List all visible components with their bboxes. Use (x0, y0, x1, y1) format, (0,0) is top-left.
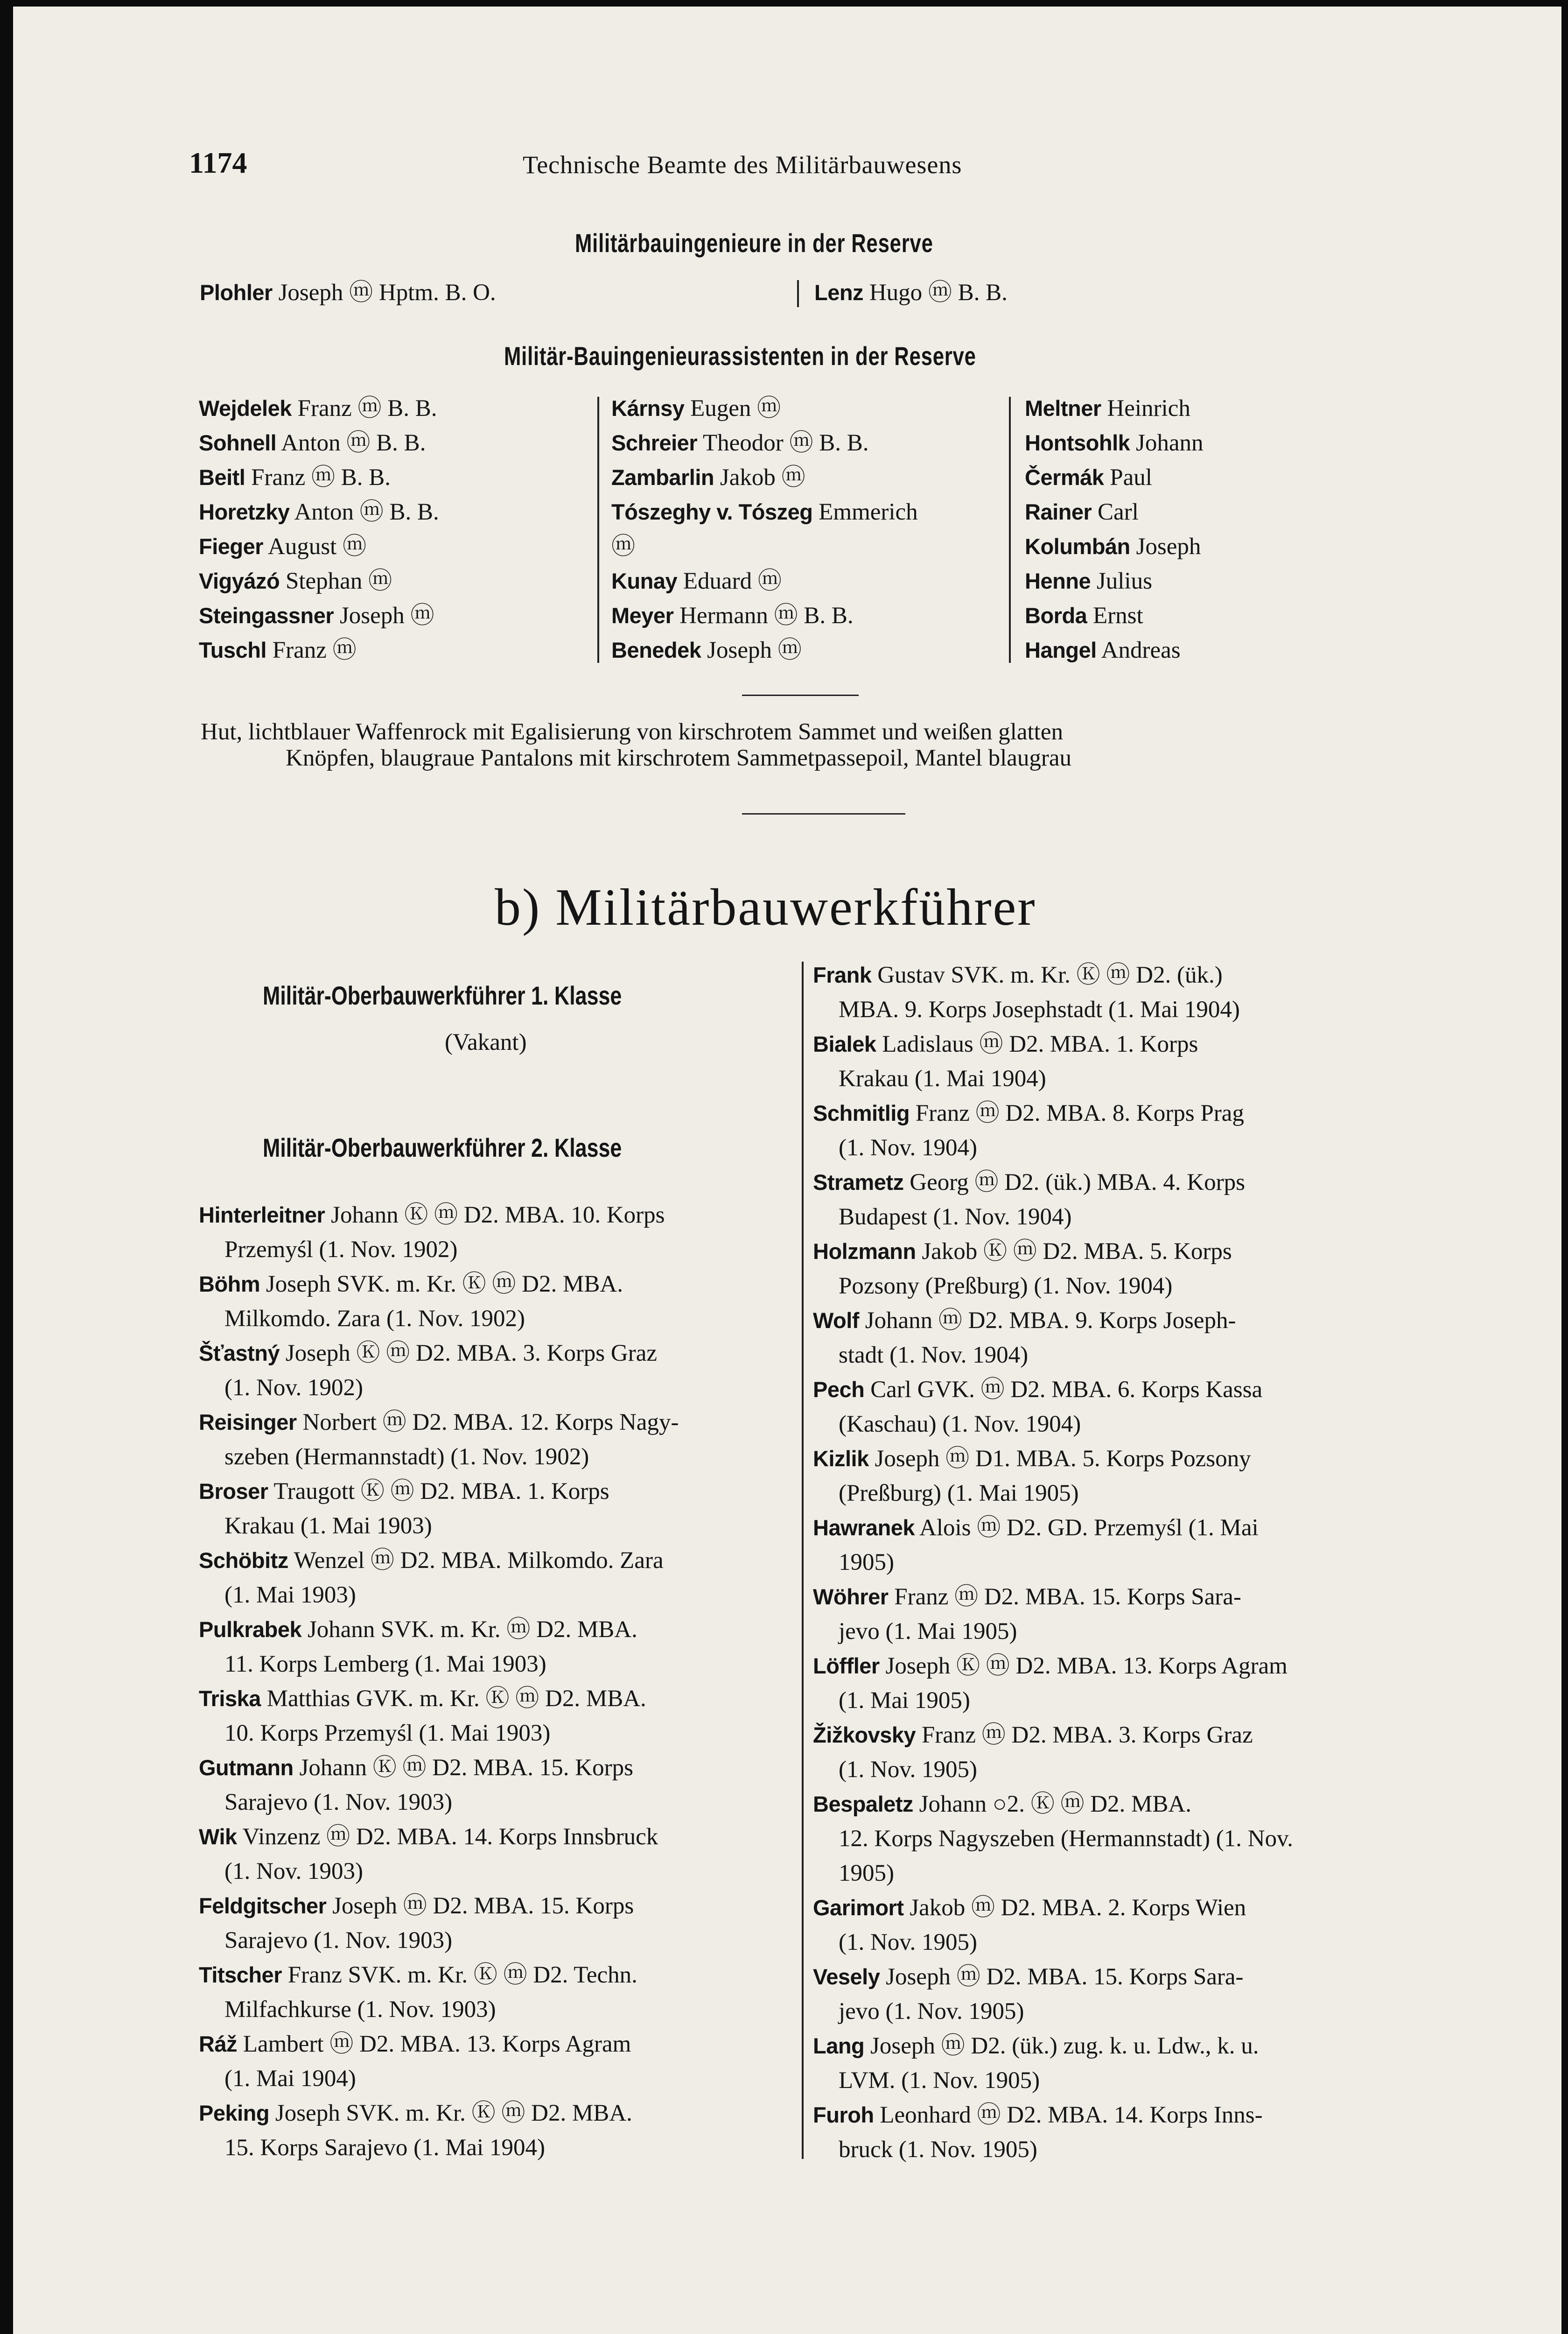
entry-surname: Bespaletz (813, 1792, 913, 1816)
entry-text: Joseph ⓜ D1. MBA. 5. Korps Pozsony (868, 1446, 1251, 1472)
entry-surname: Pech (813, 1377, 865, 1402)
list-item (199, 1820, 791, 1889)
entry-text: Joseph Ⓚ ⓜ D2. MBA. 13. Korps Agram (879, 1653, 1288, 1679)
entry-text: Gustav SVK. m. Kr. Ⓚ ⓜ D2. (ük.) (871, 962, 1223, 988)
list-item (199, 1474, 791, 1543)
divider-rule (742, 813, 905, 815)
entry-text: Johann (1130, 430, 1204, 456)
entry-text: Jakob ⓜ D2. MBA. 2. Korps Wien (903, 1895, 1246, 1921)
entry-text: Anton ⓜ B. B. (276, 430, 426, 456)
entry-surname: Plohler (200, 280, 273, 305)
entry-continuation: bruck (1. Nov. 1905) (839, 2137, 1037, 2163)
page-number: 1174 (189, 146, 247, 179)
list-item (199, 529, 439, 564)
list-item (611, 633, 918, 668)
entry-text: Julius (1091, 568, 1152, 594)
assistants-column-2 (611, 391, 918, 668)
entry-surname: Čermák (1025, 465, 1104, 490)
column-divider (1009, 397, 1011, 663)
list-item (199, 1543, 791, 1612)
list-item (611, 564, 918, 598)
entry-surname: Sohnell (199, 430, 277, 455)
entry-text: Franz ⓜ (266, 637, 357, 663)
entry-text: Franz ⓜ D2. MBA. 3. Korps Graz (916, 1722, 1253, 1748)
entry-text: Alois ⓜ D2. GD. Przemyśl (1. Mai (915, 1515, 1259, 1541)
class-1-vacant: (Vakant) (445, 1029, 527, 1055)
entry-continuation: Przemyśl (1. Nov. 1902) (224, 1237, 458, 1263)
list-item (199, 2096, 791, 2165)
class-2-right-column (813, 958, 1429, 2167)
entry-surname: Kolumbán (1025, 534, 1130, 559)
list-item (611, 598, 918, 633)
entry-surname: Tuschl (199, 638, 266, 662)
entry-surname: Šťastný (199, 1341, 280, 1365)
list-item (813, 1511, 1429, 1580)
list-item (199, 1612, 791, 1681)
entry-surname: Meltner (1025, 396, 1101, 421)
entry-text: Johann ○2. Ⓚ ⓜ D2. MBA. (913, 1791, 1191, 1817)
entry-text: Carl GVK. ⓜ D2. MBA. 6. Korps Kassa (864, 1377, 1263, 1403)
entry-text: Vinzenz ⓜ D2. MBA. 14. Korps Innsbruck (237, 1824, 658, 1850)
entry-continuation: 1905) (839, 1549, 894, 1575)
entry-text: Hugo ⓜ B. B. (863, 280, 1008, 306)
entry-continuation: Budapest (1. Nov. 1904) (839, 1204, 1072, 1230)
entry-continuation: Krakau (1. Mai 1904) (839, 1066, 1046, 1092)
entry-text: Matthias GVK. m. Kr. Ⓚ ⓜ D2. MBA. (260, 1686, 646, 1712)
entry-text: Jakob Ⓚ ⓜ D2. MBA. 5. Korps (916, 1238, 1232, 1265)
running-head: Technische Beamte des Militärbauwesens (523, 151, 962, 179)
list-item (199, 495, 439, 529)
entry-surname: Kizlik (813, 1446, 869, 1471)
entry-surname: Hangel (1025, 638, 1097, 662)
entry-text: Jakob ⓜ (714, 464, 805, 491)
entry-text: Hermann ⓜ B. B. (673, 603, 854, 629)
list-item (199, 598, 439, 633)
list-item (199, 1889, 791, 1958)
entry-surname: Hawranek (813, 1515, 915, 1540)
list-item (199, 460, 439, 495)
entry-surname: Triska (199, 1686, 261, 1711)
column-divider (802, 962, 804, 2159)
entry-text: Lambert ⓜ D2. MBA. 13. Korps Agram (237, 2031, 631, 2057)
entry-text: Ladislaus ⓜ D2. MBA. 1. Korps (876, 1031, 1198, 1057)
entry-text: August ⓜ (263, 534, 367, 560)
entry-surname: Kárnsy (611, 396, 685, 421)
entry-continuation: Pozsony (Preßburg) (1. Nov. 1904) (839, 1273, 1173, 1299)
entry-surname: Steingassner (199, 603, 334, 628)
entry-surname: Broser (199, 1479, 268, 1504)
entry-continuation: 1905) (839, 1860, 894, 1886)
list-item (1025, 529, 1204, 564)
entry-continuation: 11. Korps Lemberg (1. Mai 1903) (224, 1651, 546, 1677)
section-heading-reserve-engineers: Militärbauingenieure in der Reserve (575, 228, 933, 258)
list-item (199, 1267, 791, 1336)
entry-surname: Wik (199, 1824, 237, 1849)
list-item (199, 1750, 791, 1820)
entry-text: Norbert ⓜ D2. MBA. 12. Korps Nagy- (296, 1409, 679, 1435)
entry-surname: Beitl (199, 465, 245, 490)
entry-surname: Holzmann (813, 1239, 916, 1264)
list-item (813, 1303, 1429, 1372)
section-heading-reserve-assistants: Militär-Bauingenieurassistenten in der Reserve (504, 341, 976, 371)
entry-text: Franz ⓜ D2. MBA. 15. Korps Sara- (888, 1584, 1241, 1610)
entry-text: Joseph ⓜ D2. (ük.) zug. k. u. Ldw., k. u. (864, 2033, 1259, 2059)
list-item (611, 426, 918, 460)
entry-continuation: (Preßburg) (1. Mai 1905) (839, 1480, 1079, 1506)
entry-surname: Strametz (813, 1170, 904, 1195)
entry-surname: Wöhrer (813, 1584, 889, 1609)
list-item (611, 391, 918, 426)
entry-surname: Benedek (611, 638, 701, 662)
entry-surname: Vigyázó (199, 569, 280, 593)
column-divider (797, 280, 799, 307)
entry-text: Johann ⓜ D2. MBA. 9. Korps Joseph- (859, 1308, 1236, 1334)
list-item (199, 1405, 791, 1474)
list-item (199, 1681, 791, 1750)
entry-continuation: MBA. 9. Korps Josephstadt (1. Mai 1904) (839, 997, 1240, 1023)
entry-text: Joseph ⓜ D2. MBA. 15. Korps Sara- (880, 1964, 1244, 1990)
list-item (199, 426, 439, 460)
list-item (813, 958, 1429, 1027)
entry-continuation: jevo (1. Nov. 1905) (839, 1998, 1024, 2025)
entry-surname: Schreier (611, 430, 698, 455)
entry-continuation: (Kaschau) (1. Nov. 1904) (839, 1411, 1081, 1437)
entry-surname: Rainer (1025, 499, 1092, 524)
entry-surname: Garimort (813, 1895, 904, 1920)
entry-continuation: LVM. (1. Nov. 1905) (839, 2067, 1040, 2094)
list-item (813, 1787, 1429, 1891)
entry-surname: Žižkovsky (813, 1722, 916, 1747)
entry-surname: Hinterleitner (199, 1202, 325, 1227)
list-item (813, 2029, 1429, 2098)
list-item (1025, 495, 1204, 529)
entry-continuation: Sarajevo (1. Nov. 1903) (224, 1927, 453, 1954)
entry-text: Heinrich (1101, 395, 1190, 422)
part-b-title: b) Militärbauwerkführer (495, 879, 1036, 936)
list-item (199, 633, 439, 668)
entry-text: Johann SVK. m. Kr. ⓜ D2. MBA. (301, 1617, 637, 1643)
entry-surname: Schöbitz (199, 1548, 288, 1573)
list-item (813, 1580, 1429, 1649)
divider-rule (742, 695, 859, 696)
entry-continuation: 10. Korps Przemyśl (1. Mai 1903) (224, 1720, 551, 1746)
entry-continuation: (1. Nov. 1905) (839, 1929, 977, 1955)
entry-text: Stephan ⓜ (280, 568, 392, 594)
entry-surname: Löffler (813, 1653, 880, 1678)
entry-continuation: jevo (1. Mai 1905) (839, 1618, 1017, 1645)
uniform-description-line-2: Knöpfen, blaugraue Pantalons mit kirschrotem Sammetpassepoil, Mantel blaugrau (286, 745, 1072, 771)
entry-surname: Furoh (813, 2102, 874, 2127)
entry-text: Joseph ⓜ (334, 603, 434, 629)
entry-text: Johann Ⓚ ⓜ D2. MBA. 10. Korps (325, 1202, 665, 1228)
entry-text: Joseph SVK. m. Kr. Ⓚ ⓜ D2. MBA. (269, 2100, 632, 2126)
entry-text: Anton ⓜ B. B. (289, 499, 439, 525)
entry-text: Traugott Ⓚ ⓜ D2. MBA. 1. Korps (268, 1478, 609, 1504)
entry-text: Georg ⓜ D2. (ük.) MBA. 4. Korps (903, 1169, 1245, 1195)
entry-continuation: 12. Korps Nagyszeben (Hermannstadt) (1. Nov. (839, 1826, 1293, 1852)
entry-continuation: Sarajevo (1. Nov. 1903) (224, 1789, 453, 1815)
list-item (813, 1441, 1429, 1511)
list-item (1025, 460, 1204, 495)
entry-text: Andreas (1096, 637, 1181, 663)
entry-surname: Feldgitscher (199, 1893, 327, 1918)
list-item (611, 460, 918, 495)
entry-text: Theodor ⓜ B. B. (697, 430, 869, 456)
entry-surname: Schmitlig (813, 1101, 910, 1125)
class-1-heading: Militär-Oberbauwerkführer 1. Klasse (263, 981, 622, 1010)
entry-text: Johann Ⓚ ⓜ D2. MBA. 15. Korps (293, 1755, 633, 1781)
entry-surname: Pulkrabek (199, 1617, 302, 1642)
list-item (199, 1198, 791, 1267)
list-item (813, 1960, 1429, 2029)
entry-surname: Wolf (813, 1308, 859, 1333)
entry-surname: Tószeghy v. Tószeg (611, 499, 813, 524)
list-item (611, 529, 918, 564)
list-item (1025, 391, 1204, 426)
entry-text: Joseph (1130, 534, 1201, 560)
list-item (1025, 426, 1204, 460)
entry-lenz (814, 275, 1008, 310)
class-2-heading: Militär-Oberbauwerkführer 2. Klasse (263, 1133, 622, 1162)
entry-continuation: (1. Nov. 1905) (839, 1757, 977, 1783)
entry-text: ⓜ (611, 534, 636, 560)
list-item (813, 1165, 1429, 1234)
entry-surname: Meyer (611, 603, 674, 628)
entry-continuation: (1. Mai 1905) (839, 1687, 970, 1714)
entry-surname: Ráž (199, 2032, 238, 2056)
entry-surname: Henne (1025, 569, 1091, 593)
entry-continuation: (1. Nov. 1904) (839, 1135, 977, 1161)
entry-text: Franz ⓜ D2. MBA. 8. Korps Prag (910, 1100, 1244, 1126)
entry-continuation: stadt (1. Nov. 1904) (839, 1342, 1029, 1368)
entry-text: Franz ⓜ B. B. (245, 464, 391, 491)
entry-text: Joseph ⓜ Hptm. B. O. (272, 280, 496, 306)
entry-text: Eugen ⓜ (684, 395, 781, 422)
entry-continuation: (1. Mai 1903) (224, 1582, 356, 1608)
entry-text: Franz SVK. m. Kr. Ⓚ ⓜ D2. Techn. (282, 1962, 637, 1988)
entry-surname: Reisinger (199, 1410, 297, 1434)
list-item (199, 391, 439, 426)
entry-continuation: (1. Mai 1904) (224, 2066, 356, 2092)
entry-text: Joseph SVK. m. Kr. Ⓚ ⓜ D2. MBA. (260, 1271, 623, 1297)
entry-continuation: (1. Nov. 1903) (224, 1858, 363, 1884)
list-item (813, 1718, 1429, 1787)
list-item (199, 1958, 791, 2027)
entry-surname: Gutmann (199, 1755, 294, 1780)
entry-surname: Lang (813, 2033, 865, 2058)
entry-text: Emmerich (812, 499, 918, 525)
list-item (813, 1096, 1429, 1165)
entry-text: Joseph ⓜ D2. MBA. 15. Korps (326, 1893, 634, 1919)
column-divider (597, 397, 599, 663)
list-item (813, 1649, 1429, 1718)
entry-plohler (200, 275, 496, 310)
list-item (199, 564, 439, 598)
entry-surname: Wejdelek (199, 396, 292, 421)
entry-continuation: (1. Nov. 1902) (224, 1375, 363, 1401)
entry-continuation: Krakau (1. Mai 1903) (224, 1513, 432, 1539)
entry-surname: Horetzky (199, 499, 290, 524)
entry-surname: Böhm (199, 1272, 260, 1296)
entry-text: Eduard ⓜ (677, 568, 782, 594)
entry-continuation: Milfachkurse (1. Nov. 1903) (224, 1997, 496, 2023)
entry-text: Leonhard ⓜ D2. MBA. 14. Korps Inns- (874, 2102, 1263, 2128)
list-item (1025, 598, 1204, 633)
list-item (611, 495, 918, 529)
entry-continuation: 15. Korps Sarajevo (1. Mai 1904) (224, 2135, 545, 2161)
entry-text: Ernst (1087, 603, 1143, 629)
list-item (813, 1891, 1429, 1960)
entry-text: Franz ⓜ B. B. (291, 395, 437, 422)
list-item (1025, 633, 1204, 668)
uniform-description-line-1: Hut, lichtblauer Waffenrock mit Egalisierung von kirschrotem Sammet und weißen glatten (201, 719, 1063, 745)
entry-surname: Zambarlin (611, 465, 714, 490)
entry-text: Joseph Ⓚ ⓜ D2. MBA. 3. Korps Graz (280, 1340, 657, 1366)
assistants-column-3 (1025, 391, 1204, 668)
list-item (199, 1336, 791, 1405)
list-item (1025, 564, 1204, 598)
class-2-left-column (199, 1198, 791, 2165)
list-item (813, 1234, 1429, 1303)
list-item (199, 2027, 791, 2096)
entry-continuation: Milkomdo. Zara (1. Nov. 1902) (224, 1306, 525, 1332)
entry-surname: Kunay (611, 569, 678, 593)
list-item (813, 1372, 1429, 1441)
entry-text: Carl (1092, 499, 1139, 525)
entry-text: Joseph ⓜ (701, 637, 802, 663)
list-item (813, 2098, 1429, 2167)
entry-text: Paul (1104, 464, 1152, 491)
entry-surname: Frank (813, 963, 872, 987)
entry-surname: Borda (1025, 603, 1087, 628)
entry-continuation: szeben (Hermannstadt) (1. Nov. 1902) (224, 1444, 589, 1470)
entry-surname: Titscher (199, 1962, 282, 1987)
entry-surname: Fieger (199, 534, 264, 559)
assistants-column-1 (199, 391, 439, 668)
entry-surname: Vesely (813, 1964, 880, 1989)
entry-text: Wenzel ⓜ D2. MBA. Milkomdo. Zara (288, 1547, 664, 1574)
entry-surname: Peking (199, 2101, 270, 2125)
entry-surname: Bialek (813, 1032, 876, 1056)
entry-surname: Lenz (814, 280, 864, 305)
entry-surname: Hontsohlk (1025, 430, 1130, 455)
list-item (813, 1027, 1429, 1096)
